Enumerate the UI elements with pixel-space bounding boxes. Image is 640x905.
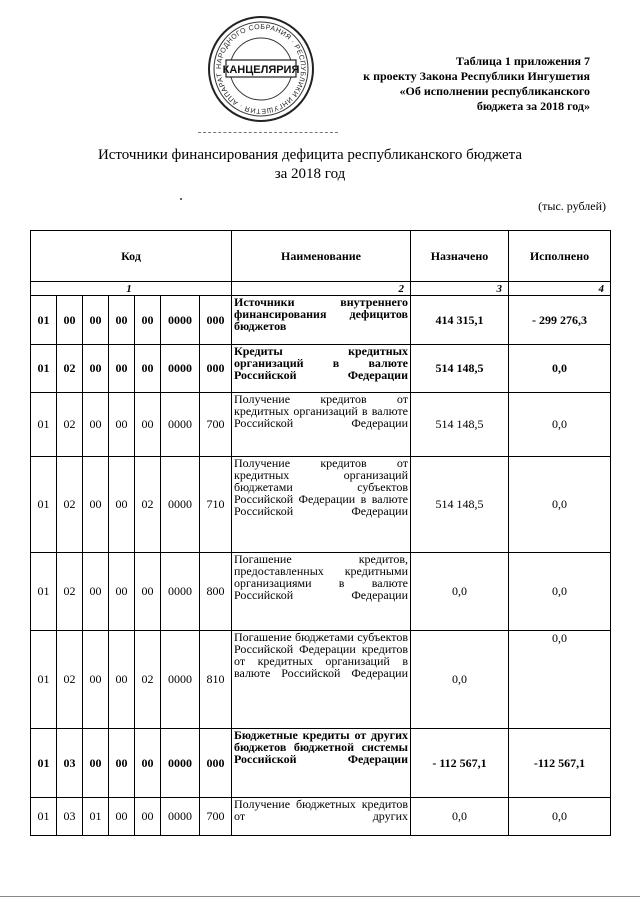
header-executed: Исполнено — [509, 231, 611, 282]
document-title-line-2: за 2018 год — [274, 166, 346, 182]
code-segment-4: 00 — [109, 393, 135, 457]
code-segment-7: 800 — [200, 553, 232, 631]
code-segment-6: 0000 — [161, 729, 200, 798]
header-code: Код — [31, 231, 232, 282]
row-name: Погашение кредитов, предоставленных кредитными организациями в валюте Российской Федерации — [232, 553, 411, 631]
stamp-ring-text: НАРОДНОГО СОБРАНИЯ · РЕСПУБЛИКИ ИНГУШЕТИЯ · АППАРАТ — [215, 23, 307, 115]
row-assigned: 414 315,1 — [411, 296, 509, 345]
row-assigned: 514 148,5 — [411, 393, 509, 457]
row-name: Бюджетные кредиты от других бюджетов бюджетной системы Российской Федерации — [232, 729, 411, 798]
table-body — [31, 296, 611, 836]
code-segment-5: 00 — [135, 296, 161, 345]
code-segment-3: 00 — [83, 345, 109, 393]
row-executed: 0,0 — [509, 798, 611, 836]
row-name: Получение бюджетных кредитов от других — [232, 798, 411, 836]
code-segment-2: 02 — [57, 631, 83, 729]
code-segment-5: 00 — [135, 345, 161, 393]
code-segment-3: 00 — [83, 631, 109, 729]
table-row — [31, 457, 611, 553]
code-segment-5: 00 — [135, 393, 161, 457]
col-number-2: 2 — [232, 282, 411, 296]
scan-artifact-line — [198, 132, 338, 133]
col-number-4: 4 — [509, 282, 611, 296]
financing-table — [30, 230, 610, 836]
code-segment-7: 700 — [200, 393, 232, 457]
row-executed: 0,0 — [509, 393, 611, 457]
code-segment-7: 000 — [200, 345, 232, 393]
code-segment-1: 01 — [31, 631, 57, 729]
table-row — [31, 729, 611, 798]
header-assigned: Назначено — [411, 231, 509, 282]
code-segment-4: 00 — [109, 729, 135, 798]
col-number-1: 1 — [31, 282, 232, 296]
code-segment-2: 03 — [57, 729, 83, 798]
code-segment-4: 00 — [109, 345, 135, 393]
scan-speck — [180, 198, 182, 200]
code-segment-2: 02 — [57, 345, 83, 393]
appendix-reference — [290, 54, 590, 114]
code-segment-5: 02 — [135, 631, 161, 729]
appendix-line-3: «Об исполнении республиканского — [399, 84, 590, 98]
code-segment-6: 0000 — [161, 296, 200, 345]
code-segment-1: 01 — [31, 296, 57, 345]
table-row — [31, 631, 611, 729]
code-segment-3: 00 — [83, 457, 109, 553]
code-segment-4: 00 — [109, 798, 135, 836]
table-row — [31, 393, 611, 457]
row-name: Источники внутреннего финансирования дефицитов бюджетов — [232, 296, 411, 345]
row-name: Погашение бюджетами субъектов Российской Федерации кредитов от кредитных организаций в валюте Российской Федерации — [232, 631, 411, 729]
code-segment-6: 0000 — [161, 631, 200, 729]
table-row — [31, 296, 611, 345]
code-segment-7: 810 — [200, 631, 232, 729]
code-segment-1: 01 — [31, 345, 57, 393]
page-bottom-edge — [0, 896, 640, 897]
row-executed: 0,0 — [509, 631, 611, 729]
column-number-row — [31, 282, 611, 296]
code-segment-4: 00 — [109, 296, 135, 345]
code-segment-1: 01 — [31, 393, 57, 457]
code-segment-3: 01 — [83, 798, 109, 836]
code-segment-7: 700 — [200, 798, 232, 836]
code-segment-2: 02 — [57, 553, 83, 631]
row-executed: - 299 276,3 — [509, 296, 611, 345]
code-segment-1: 01 — [31, 457, 57, 553]
header-name: Наименование — [232, 231, 411, 282]
code-segment-3: 00 — [83, 729, 109, 798]
table-row — [31, 553, 611, 631]
row-assigned: - 112 567,1 — [411, 729, 509, 798]
code-segment-2: 02 — [57, 393, 83, 457]
row-assigned: 0,0 — [411, 631, 509, 729]
document-title-line-1: Источники финансирования дефицита республиканского бюджета — [97, 147, 523, 163]
appendix-line-2: к проекту Закона Республики Ингушетия — [363, 69, 590, 83]
row-executed: 0,0 — [509, 553, 611, 631]
code-segment-4: 00 — [109, 553, 135, 631]
code-segment-6: 0000 — [161, 457, 200, 553]
document-title — [60, 146, 560, 184]
code-segment-5: 00 — [135, 553, 161, 631]
code-segment-6: 0000 — [161, 393, 200, 457]
code-segment-1: 01 — [31, 729, 57, 798]
code-segment-4: 00 — [109, 457, 135, 553]
table-row — [31, 798, 611, 836]
row-name: Получение кредитов от кредитных организаций в валюте Российской Федерации — [232, 393, 411, 457]
row-assigned: 0,0 — [411, 798, 509, 836]
code-segment-5: 00 — [135, 729, 161, 798]
col-number-3: 3 — [411, 282, 509, 296]
code-segment-6: 0000 — [161, 345, 200, 393]
row-executed: 0,0 — [509, 457, 611, 553]
row-assigned: 514 148,5 — [411, 345, 509, 393]
table-row — [31, 345, 611, 393]
appendix-line-4: бюджета за 2018 год» — [476, 99, 590, 113]
code-segment-6: 0000 — [161, 553, 200, 631]
code-segment-3: 00 — [83, 553, 109, 631]
code-segment-2: 03 — [57, 798, 83, 836]
code-segment-5: 02 — [135, 457, 161, 553]
code-segment-2: 02 — [57, 457, 83, 553]
row-name: Кредиты кредитных организаций в валюте Российской Федерации — [232, 345, 411, 393]
appendix-line-1: Таблица 1 приложения 7 — [455, 54, 590, 68]
code-segment-7: 000 — [200, 296, 232, 345]
stamp-center-text: КАНЦЕЛЯРИЯ — [222, 64, 300, 76]
row-executed: -112 567,1 — [509, 729, 611, 798]
code-segment-3: 00 — [83, 393, 109, 457]
code-segment-6: 0000 — [161, 798, 200, 836]
code-segment-4: 00 — [109, 631, 135, 729]
code-segment-7: 710 — [200, 457, 232, 553]
code-segment-1: 01 — [31, 553, 57, 631]
row-executed: 0,0 — [509, 345, 611, 393]
row-name: Получение кредитов от кредитных организаций бюджетами субъектов Российской Федерации в валюте Российской Федерации — [232, 457, 411, 553]
code-segment-3: 00 — [83, 296, 109, 345]
table-header-row — [31, 231, 611, 282]
row-assigned: 0,0 — [411, 553, 509, 631]
row-assigned: 514 148,5 — [411, 457, 509, 553]
units-label: (тыс. рублей) — [538, 199, 606, 213]
code-segment-2: 00 — [57, 296, 83, 345]
code-segment-5: 00 — [135, 798, 161, 836]
code-segment-1: 01 — [31, 798, 57, 836]
code-segment-7: 000 — [200, 729, 232, 798]
